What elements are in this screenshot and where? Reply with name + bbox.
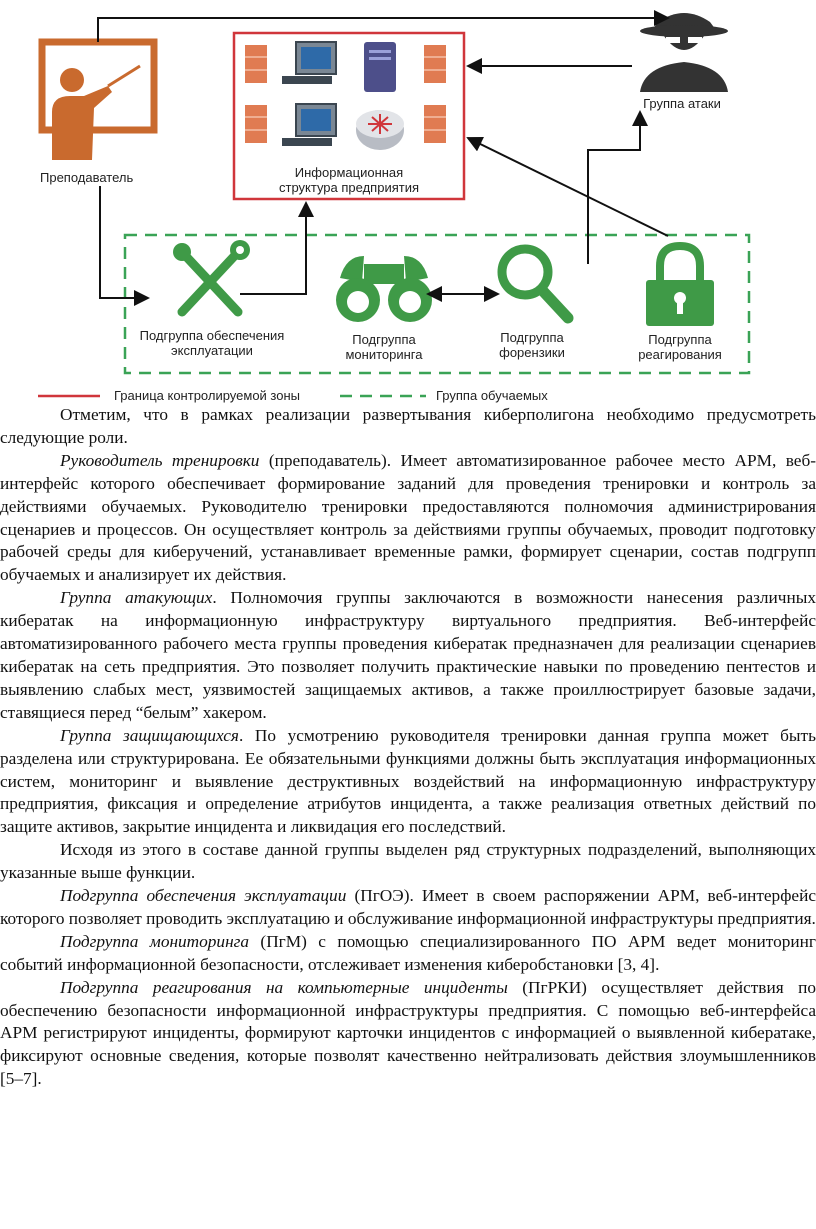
paragraph-monitoring-subgroup: Подгруппа мониторинга (ПгМ) с помощью специализированного ПО АРМ ведет мониторинг событий информационной безопасности, отслеживает изменения киберобстановки [3, 4]. xyxy=(0,931,816,974)
term-monitoring-subgroup: Подгруппа мониторинга xyxy=(60,931,250,951)
mon-label-2: мониторинга xyxy=(345,347,423,362)
teacher-label: Преподаватель xyxy=(40,170,134,185)
legend-trainees-label: Группа обучаемых xyxy=(436,388,548,403)
ops-label-1: Подгруппа обеспечения xyxy=(139,328,285,343)
term-response-subgroup: Подгруппа реагирования на компьютерные инциденты xyxy=(60,977,508,997)
padlock-icon xyxy=(646,246,714,326)
paragraph-training-lead: Руководитель тренировки (преподаватель). Имеет автоматизированное рабочее место АРМ, веб-интерфейс которого обеспечивает формирование заданий для проведения тренировки и контроль за действиями обучаемых. Руководителю тренировки предоставляются полномочия администрирования сценариев и процессов. Он осуществляет контроль за действиями группы обучаемых, проводит подготовку рабочей среды для киберучений, устанавливает временные рамки, формирует сценарии, состав подгрупп обучаемых и анализирует их действия. xyxy=(0,450,816,585)
ops-label-2: эксплуатации xyxy=(171,343,253,358)
router-icon xyxy=(356,110,404,150)
paragraph-structure: Исходя из этого в составе данной группы выделен ряд структурных подразделений, выполняющих указанные выше функции. xyxy=(0,840,816,883)
attack-group-label: Группа атаки xyxy=(643,96,721,111)
teacher-icon xyxy=(42,42,154,160)
response-label-1: Подгруппа xyxy=(648,332,712,347)
binoculars-icon xyxy=(336,256,432,322)
paragraph-intro: Отметим, что в рамках реализации развертывания киберполигона необходимо предусмотреть следующие роли. xyxy=(0,405,816,447)
term-ops-subgroup: Подгруппа обеспечения эксплуатации xyxy=(60,886,347,906)
term-attackers: Группа атакующих xyxy=(60,588,213,608)
forensics-label-2: форензики xyxy=(499,345,565,360)
mon-label-1: Подгруппа xyxy=(352,332,416,347)
info-structure-label-1: Информационная xyxy=(294,165,404,180)
body-text xyxy=(0,404,816,1091)
legend-controlled-zone-label: Граница контролируемой зоны xyxy=(114,388,300,403)
term-training-lead: Руководитель тренировки xyxy=(60,450,260,470)
response-label-2: реагирования xyxy=(638,347,722,362)
hacker-icon xyxy=(640,13,728,92)
term-defenders: Группа защищающихся xyxy=(60,725,239,745)
paragraph-ops-subgroup: Подгруппа обеспечения эксплуатации (ПгОЭ). Имеет в своем распоряжении АРМ, веб-интерфейс которого позволяет проводить эксплуатацию и обслуживание информационной инфраструктуры предприятия. xyxy=(0,886,816,928)
paragraph-response-subgroup: Подгруппа реагирования на компьютерные инциденты (ПгРКИ) осуществляет действия по обеспечению безопасности информационной инфраструктуры предприятия. С помощью веб-интерфейса АРМ регистрируют инциденты, формируют карточки инцидентов с информацией о выявленной кибератаке, фиксируют основные сведения, которые позволят качественно нейтрализовать действия злоумышленников [5–7]. xyxy=(0,977,816,1089)
roles-diagram xyxy=(0,0,816,410)
server-icon xyxy=(364,42,396,92)
info-structure-label-2: структура предприятия xyxy=(278,180,420,195)
magnifier-icon xyxy=(502,249,568,318)
paragraph-defenders: Группа защищающихся. По усмотрению руководителя тренировки данная группа может быть разделена или структурирована. Ее обязательными функциями должны быть эксплуатация информационных систем, мониторинг и выявление деструктивных воздействий на информационную инфраструктуру предприятия, фиксация и определение атрибутов инцидента, а также реализация ответных действий по защите активов, закрытие инцидента и ликвидация его последствий. xyxy=(0,725,816,837)
forensics-label-1: Подгруппа xyxy=(500,330,564,345)
paragraph-attackers: Группа атакующих. Полномочия группы заключаются в возможности нанесения различных кибератак на информационную инфраструктуру виртуального предприятия. Веб-интерфейс автоматизированного рабочего места группы проведения кибератак предназначен для реализации сценариев кибератак на сеть предприятия. Это позволяет получить практические навыки по проведению пентестов и выявлению слабых мест, уязвимостей защищаемых активов, а также проиллюстрирует базовые задачи, ставящиеся перед “белым” хакером. xyxy=(0,588,816,722)
tools-icon xyxy=(173,240,250,312)
